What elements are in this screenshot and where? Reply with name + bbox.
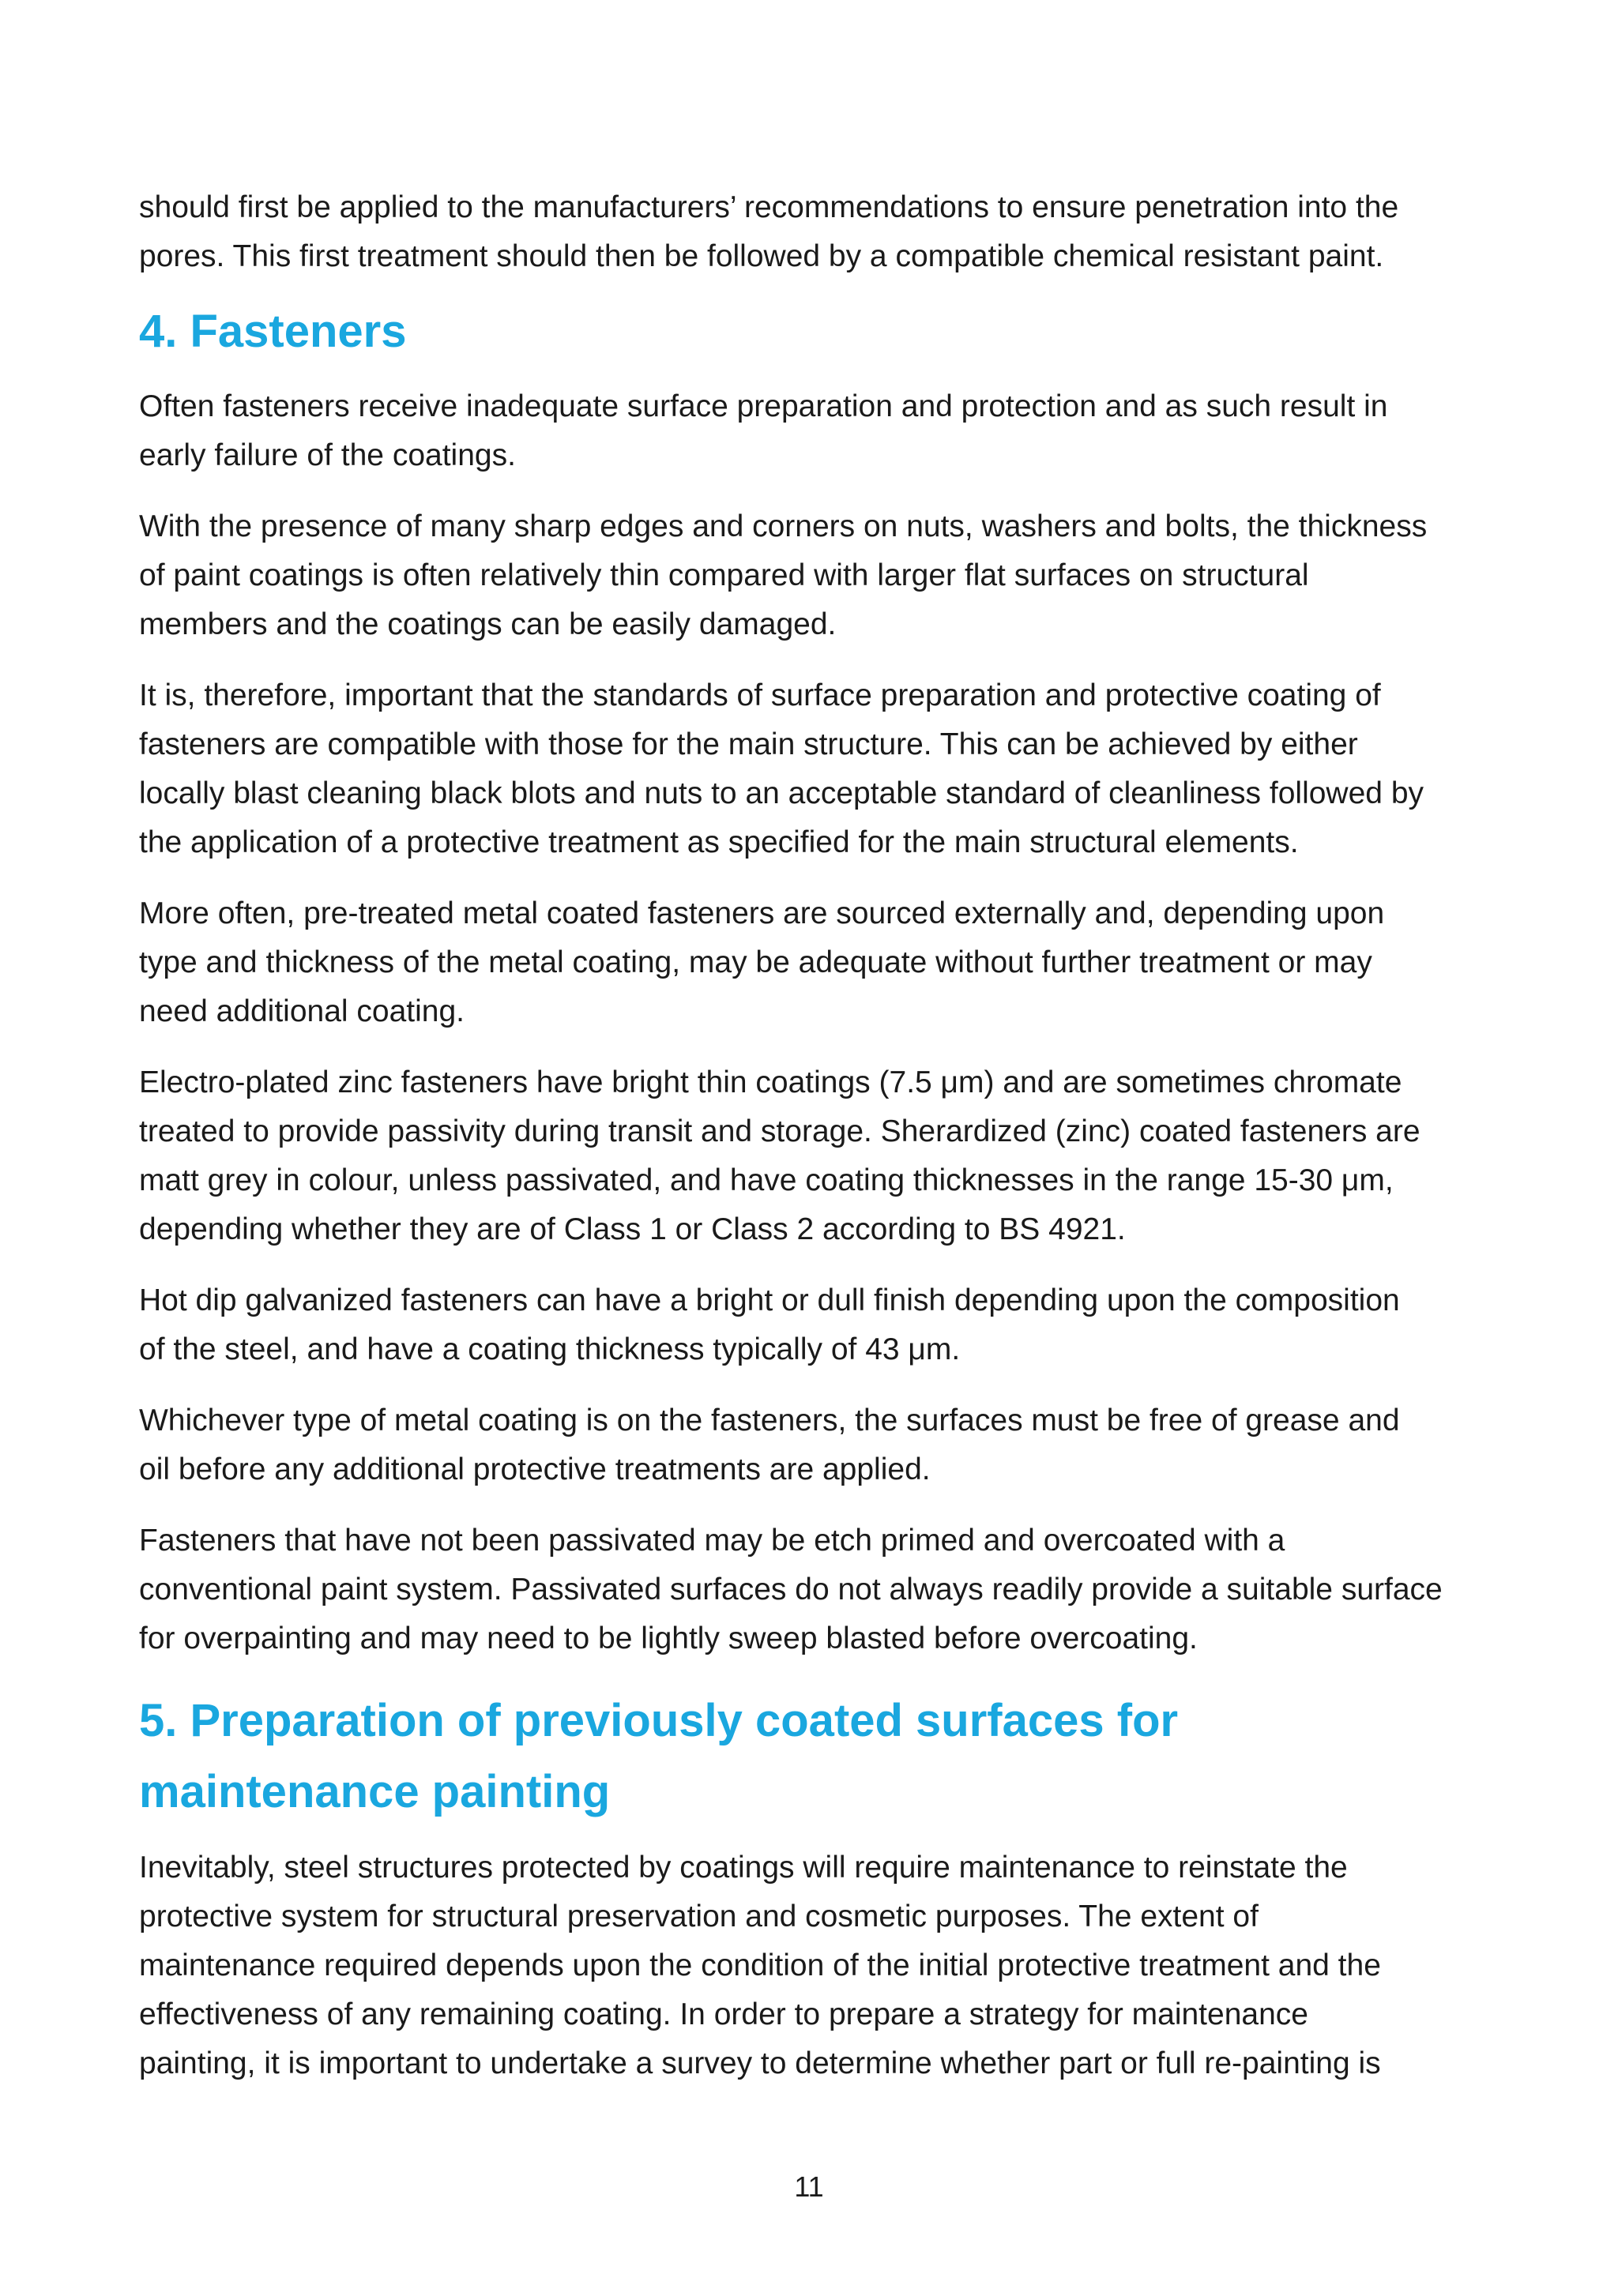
section-5-paragraph-1 [139, 1843, 1492, 2088]
text-line: Often fasteners receive inadequate surface preparation and protection and as such result in [139, 389, 1388, 423]
section-5-heading [139, 1685, 1492, 1828]
section-4-paragraph-2 [139, 502, 1492, 649]
text-line: depending whether they are of Class 1 or Class 2 according to BS 4921. [139, 1212, 1126, 1246]
section-4-paragraph-1 [139, 382, 1492, 480]
section-4-paragraph-6 [139, 1276, 1492, 1374]
text-line: With the presence of many sharp edges and corners on nuts, washers and bolts, the thickness [139, 509, 1428, 543]
text-line: oil before any additional protective treatments are applied. [139, 1452, 931, 1486]
text-line: treated to provide passivity during transit and storage. Sherardized (zinc) coated fasteners are [139, 1114, 1420, 1148]
heading-line: maintenance painting [139, 1766, 611, 1817]
text-line: Inevitably, steel structures protected by coatings will require maintenance to reinstate the [139, 1851, 1348, 1885]
text-line: Electro-plated zinc fasteners have bright thin coatings (7.5 μm) and are sometimes chromate [139, 1065, 1402, 1099]
text-line: maintenance required depends upon the condition of the initial protective treatment and the [139, 1948, 1381, 1982]
text-line: Hot dip galvanized fasteners can have a bright or dull finish depending upon the composition [139, 1283, 1400, 1317]
text-line: early failure of the coatings. [139, 438, 516, 472]
text-line: type and thickness of the metal coating, may be adequate without further treatment or may [139, 945, 1372, 979]
page-number: 11 [794, 2170, 824, 2203]
text-line: for overpainting and may need to be lightly sweep blasted before overcoating. [139, 1621, 1198, 1655]
intro-paragraph [139, 183, 1492, 281]
heading-line: 5. Preparation of previously coated surfaces for [139, 1695, 1179, 1746]
section-4-paragraph-7 [139, 1396, 1492, 1494]
text-line: the application of a protective treatment as specified for the main structural elements. [139, 825, 1299, 859]
text-line: members and the coatings can be easily damaged. [139, 607, 837, 641]
text-line: conventional paint system. Passivated surfaces do not always readily provide a suitable surface [139, 1573, 1443, 1606]
text-line: of the steel, and have a coating thickness typically of 43 μm. [139, 1332, 961, 1366]
text-line: should first be applied to the manufacturers’ recommendations to ensure penetration into the [139, 190, 1399, 224]
section-4-paragraph-4 [139, 889, 1492, 1036]
text-line: fasteners are compatible with those for the main structure. This can be achieved by either [139, 727, 1358, 761]
text-line: protective system for structural preservation and cosmetic purposes. The extent of [139, 1900, 1259, 1933]
text-line: painting, it is important to undertake a survey to determine whether part or full re-painting is [139, 2046, 1381, 2080]
section-4-paragraph-3 [139, 671, 1492, 867]
document-page [139, 183, 1492, 2110]
text-line: Fasteners that have not been passivated may be etch primed and overcoated with a [139, 1524, 1285, 1558]
section-4-paragraph-5 [139, 1058, 1492, 1254]
section-4-heading: 4. Fasteners [139, 306, 407, 357]
text-line: pores. This first treatment should then be followed by a compatible chemical resistant paint. [139, 239, 1384, 273]
text-line: locally blast cleaning black blots and nuts to an acceptable standard of cleanliness followed by [139, 776, 1424, 810]
text-line: Whichever type of metal coating is on the fasteners, the surfaces must be free of grease and [139, 1404, 1400, 1437]
text-line: of paint coatings is often relatively thin compared with larger flat surfaces on structural [139, 558, 1309, 592]
text-line: More often, pre-treated metal coated fasteners are sourced externally and, depending upon [139, 896, 1385, 930]
text-line: matt grey in colour, unless passivated, and have coating thicknesses in the range 15-30 μm, [139, 1163, 1394, 1197]
text-line: It is, therefore, important that the standards of surface preparation and protective coating of [139, 678, 1381, 712]
section-4-paragraph-8 [139, 1516, 1492, 1663]
text-line: effectiveness of any remaining coating. In order to prepare a strategy for maintenance [139, 1997, 1308, 2031]
text-line: need additional coating. [139, 994, 465, 1028]
